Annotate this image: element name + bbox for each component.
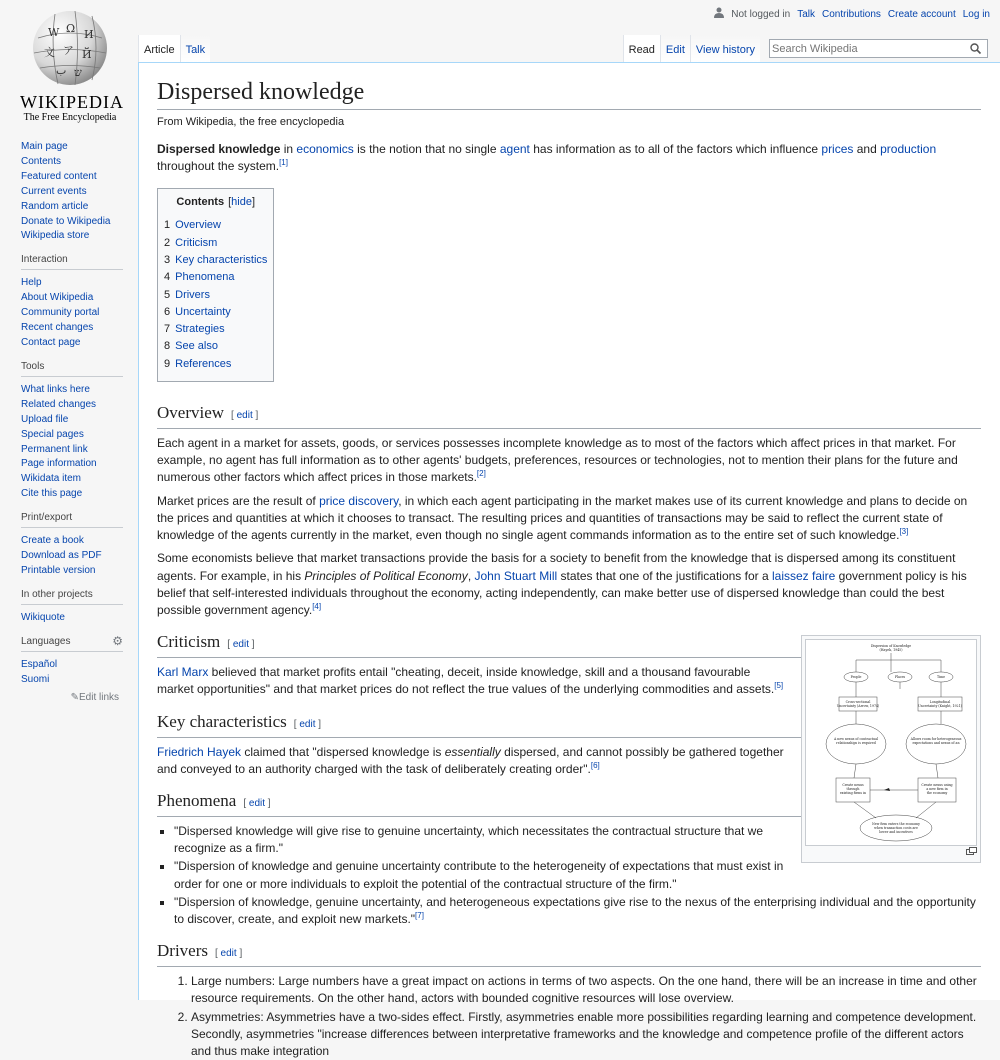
sidebar-item-printable-version[interactable]: Printable version (21, 564, 96, 576)
list-item: 2. Asymmetries: Asymmetries have a two-sides effect. Firstly, asymmetries enable more possibilities regarding learning and competence development. Secondly, asymmetries "increase differences between interpretative frameworks and the knowledge and competence profile of the different actors and thus make integration (191, 1009, 981, 1060)
svg-text:through: through (846, 787, 860, 792)
svg-text:W: W (48, 26, 60, 39)
svg-text:Allows room for heterogeneous: Allows room for heterogeneous (910, 737, 962, 742)
link-production[interactable]: production (880, 142, 937, 156)
search-input[interactable] (770, 43, 966, 55)
print-heading: Print/export (21, 512, 123, 528)
sidebar-item-contact-page[interactable]: Contact page (21, 336, 81, 348)
citation-3[interactable]: [3] (899, 527, 909, 537)
list-item: ▪ "Dispersion of knowledge and genuine uncertainty contribute to the heterogeneity of expectations that must exist in order for one or more individuals to exploit the potential of the contractual structure of the firm." (174, 858, 981, 892)
contributions-link[interactable]: Contributions (822, 8, 881, 20)
sidebar-item-what-links-here[interactable]: What links here (21, 383, 90, 395)
user-icon (714, 7, 724, 21)
sidebar-item-wikipedia-store[interactable]: Wikipedia store (21, 230, 90, 242)
tab-talk[interactable]: Talk (180, 35, 211, 63)
link-john-stuart-mill[interactable]: John Stuart Mill (474, 568, 558, 583)
svg-text:Cross-sectional: Cross-sectional (845, 700, 871, 705)
site-subtitle: From Wikipedia, the free encyclopedia (157, 116, 345, 128)
toc-item[interactable]: 6 Uncertainty (164, 305, 231, 318)
svg-text:ب: ب (56, 64, 67, 77)
svg-text:ア: ア (63, 44, 74, 57)
heading-criticism: Criticism [ edit ] (157, 631, 981, 658)
toc-item[interactable]: 3 Key characteristics (164, 254, 268, 266)
toc-item[interactable]: 9 References (164, 357, 232, 370)
edit-links[interactable]: ✎Edit links (70, 691, 119, 703)
sidebar-item-upload-file[interactable]: Upload file (21, 413, 69, 425)
print-portal (0, 512, 138, 579)
sidebar-item-related-changes[interactable]: Related changes (21, 398, 97, 410)
interaction-heading: Interaction (21, 254, 123, 270)
edit-section-criticism[interactable]: edit (232, 639, 249, 651)
sidebar-item-cite-this-page[interactable]: Cite this page (21, 488, 83, 500)
sidebar-item-current-events[interactable]: Current events (21, 185, 87, 197)
criticism-paragraph: Karl Marx believed that market profits entail "cheating, deceit, inside knowledge, skill and a thousand favourable market opportunities" and that market prices do not reflect the true values of the underlying commodities and assets.[5] (157, 665, 784, 697)
toc-item[interactable]: 1 Overview (164, 219, 221, 232)
svg-text:Longitudinal: Longitudinal (929, 700, 951, 705)
sidebar-item-help[interactable]: Help (21, 277, 42, 289)
toc-hide-toggle[interactable]: hide (231, 196, 252, 209)
figure-subtitle: (Hayek, 1945) (879, 648, 903, 653)
language-link-suomi[interactable]: Suomi (21, 673, 50, 685)
languages-portal (0, 633, 138, 688)
languages-heading: Languages ⚙ (21, 636, 123, 652)
sidebar-item-about-wikipedia[interactable]: About Wikipedia (21, 292, 94, 304)
search-icon[interactable] (966, 40, 984, 58)
citation-1[interactable]: [1] (279, 158, 288, 168)
citation-6[interactable]: [6] (590, 760, 600, 770)
svg-text:A new nexus of contractual: A new nexus of contractual (833, 737, 879, 742)
toc-item[interactable]: 4 Phenomena (164, 271, 235, 284)
sidebar-item-wikidata-item[interactable]: Wikidata item (21, 473, 82, 485)
svg-text:lower and incentives: lower and incentives (879, 830, 913, 835)
svg-text:Places: Places (894, 675, 906, 680)
sidebar-item-special-pages[interactable]: Special pages (21, 428, 84, 440)
overview-paragraph-3: Some economists believe that market transactions provide the basis for a society to benefit from the knowledge that is dispersed among its constituent agents. For example, in his Principles of Political Economy, John Stuart Mill states that one of the justifications for a laissez faire government policy is his belief that self-interested individuals throughout the economy, acting independently, can make better use of dispersed knowledge than could the best possible government agency.[4] (157, 551, 967, 617)
sidebar-item-create-a-book[interactable]: Create a book (21, 535, 84, 547)
lead-paragraph: Dispersed knowledge in economics is the notion that no single agent has information as to all of the factors which influence prices and production throughout the system.[1] (157, 142, 937, 174)
heading-phenomena: Phenomena [ edit ] (157, 790, 981, 817)
sidebar-item-random-article[interactable]: Random article (21, 200, 89, 212)
edit-section-phenomena[interactable]: edit (248, 797, 266, 809)
figure-title: Dispersion of Knowledge (870, 644, 912, 649)
heading-key-characteristics: Key characteristics [ edit ] (157, 711, 981, 738)
sidebar-item-permanent-link[interactable]: Permanent link (21, 443, 88, 455)
svg-text:a new firm in: a new firm in (926, 787, 948, 792)
sidebar-item-recent-changes[interactable]: Recent changes (21, 322, 94, 334)
pencil-icon: ✎ (70, 691, 79, 703)
citation-2[interactable]: [2] (476, 469, 486, 479)
svg-text:Uncertainty (Arrow, 1974): Uncertainty (Arrow, 1974) (836, 704, 880, 709)
svg-text:New firm enters the economy: New firm enters the economy (871, 822, 921, 827)
svg-text:Time: Time (936, 675, 946, 680)
not-logged-in: Not logged in (731, 8, 791, 20)
interaction-portal (0, 254, 138, 351)
sidebar (0, 140, 138, 703)
article-content (138, 62, 1000, 1058)
overview-paragraph-1: Each agent in a market for assets, goods, or services possesses incomplete knowledge as to most of the factors which affect prices in that market. For example, no agent has full information as to other agents' budgets, preferences, resources or technologies, not to mention their plans for the future and numerous other factors which affect prices in those markets.[2] (157, 436, 958, 485)
citation-5[interactable]: [5] (774, 681, 784, 691)
globe-icon (30, 8, 110, 88)
sidebar-item-community-portal[interactable]: Community portal (21, 307, 100, 319)
link-price-discovery[interactable]: price discovery (319, 493, 399, 508)
toc-item[interactable]: 7 Strategies (164, 323, 225, 336)
key-characteristics-paragraph: Friedrich Hayek claimed that "dispersed knowledge is essentially dispersed, and cannot possibly be gathered together and conveyed to an authority charged with the task of deliberately creating order".[6] (157, 744, 784, 776)
tab-edit[interactable]: Edit (660, 35, 690, 63)
link-economics[interactable]: economics (296, 142, 354, 156)
edit-section-key-characteristics[interactable]: edit (299, 718, 316, 730)
citation-7[interactable]: [7] (415, 910, 424, 920)
diagram-image[interactable] (805, 639, 977, 846)
projects-heading: In other projects (21, 589, 123, 605)
toc-title: Contents (176, 196, 225, 209)
tab-history[interactable]: View history (690, 35, 760, 63)
link-prices[interactable]: prices (821, 142, 854, 156)
list-item: 1. Large numbers: Large numbers have a great impact on actions in terms of two aspects. On the one hand, there will be an increase in time and other resource requirements. On the other hand, actors with bounded cognitive resources will lose overview. (191, 973, 981, 1007)
svg-text:И: И (84, 28, 94, 41)
sidebar-item-donate-to-wikipedia[interactable]: Donate to Wikipedia (21, 215, 111, 227)
toc-item[interactable]: 8 See also (164, 340, 218, 353)
svg-text:relationships is required: relationships is required (836, 741, 876, 746)
namespace-tabs (138, 35, 210, 63)
log-in-link[interactable]: Log in (962, 8, 990, 20)
svg-text:existing firms in: existing firms in (839, 791, 867, 796)
create-account-link[interactable]: Create account (887, 8, 956, 20)
link-karl-marx[interactable]: Karl Marx (157, 665, 209, 680)
page-title: Dispersed knowledge (157, 77, 981, 110)
tab-read[interactable]: Read (623, 35, 660, 63)
tagline: The Free Encyclopedia (23, 112, 117, 123)
link-laissez-faire[interactable]: laissez faire (771, 568, 836, 583)
enlarge-icon[interactable] (805, 847, 977, 859)
edit-section-overview[interactable]: edit (236, 410, 253, 422)
tab-article[interactable]: Article (138, 35, 180, 63)
svg-text:Uncertainty (Knight, 1921): Uncertainty (Knight, 1921) (918, 704, 962, 709)
toc-item[interactable]: 2 Criticism (164, 236, 218, 249)
tools-heading: Tools (21, 361, 123, 377)
search-box (769, 39, 988, 58)
projects-portal (0, 589, 138, 626)
view-tabs (623, 35, 760, 63)
talk-link[interactable]: Talk (797, 8, 815, 20)
overview-paragraph-2: Market prices are the result of price discovery, in which each agent participating in the market makes use of its current knowledge and plans to decide on the prices and quantities at which it chooses to transact. The resulting prices and quantities of transactions may be said to reflect the current state of knowledge of the agents currently in the market, even though no single agent commands information as to the entire set of such knowledge.[3] (157, 493, 968, 543)
toc-item[interactable]: 5 Drivers (164, 288, 210, 301)
sidebar-item-wikiquote[interactable]: Wikiquote (21, 611, 65, 623)
svg-text:文: 文 (44, 46, 55, 59)
sidebar-item-contents[interactable]: Contents (21, 155, 62, 167)
svg-text:Create nexus: Create nexus (842, 783, 864, 788)
svg-text:Create nexus using: Create nexus using (921, 783, 953, 788)
list-item: ▪ "Dispersed knowledge will give rise to genuine uncertainty, which necessitates the contractual structure that we recognize as a firm." (174, 823, 981, 857)
sidebar-item-featured-content[interactable]: Featured content (21, 170, 97, 182)
sidebar-item-download-as-pdf[interactable]: Download as PDF (21, 550, 102, 562)
language-link-espa-ol[interactable]: Español (21, 658, 58, 670)
navigation-portal (0, 140, 138, 244)
drivers-list (191, 973, 981, 1060)
link-friedrich-hayek[interactable]: Friedrich Hayek (157, 744, 242, 759)
svg-text:People: People (850, 675, 862, 680)
citation-4[interactable]: [4] (312, 601, 322, 611)
heading-overview: Overview [ edit ] (157, 402, 981, 429)
heading-drivers: Drivers [ edit ] (157, 940, 981, 967)
personal-tools (714, 7, 990, 21)
edit-section-drivers[interactable]: edit (220, 948, 237, 960)
svg-text:Й: Й (82, 48, 92, 61)
wordmark: WIKIPEDIA (20, 92, 124, 112)
sidebar-item-page-information[interactable]: Page information (21, 458, 97, 470)
svg-text:expectations and nexus of an: expectations and nexus of an (912, 741, 960, 746)
wikipedia-logo[interactable] (20, 8, 124, 126)
gear-icon[interactable]: ⚙ (112, 633, 123, 648)
svg-text:ש: ש (74, 66, 82, 79)
tools-portal (0, 361, 138, 502)
svg-text:when transaction costs are: when transaction costs are (874, 826, 918, 831)
svg-text:the economy: the economy (926, 791, 948, 796)
list-item: ▪ "Dispersion of knowledge, genuine uncertainty, and heterogeneous expectations give rise to the nexus of the enterprising individual and the opportunity to discover, create, and exploit new markets."[7] (174, 894, 981, 928)
link-agent[interactable]: agent (499, 142, 530, 156)
sidebar-item-main-page[interactable]: Main page (21, 141, 68, 152)
table-of-contents: Contents [hide] 1 Overview 2 Criticism 3 Key characteristics 4 Phenomena 5 Drivers 6 Uncertainty 7 Strategies 8 See also 9 References (157, 188, 274, 382)
figure-thumbnail (801, 635, 981, 863)
svg-text:Ω: Ω (66, 22, 76, 35)
